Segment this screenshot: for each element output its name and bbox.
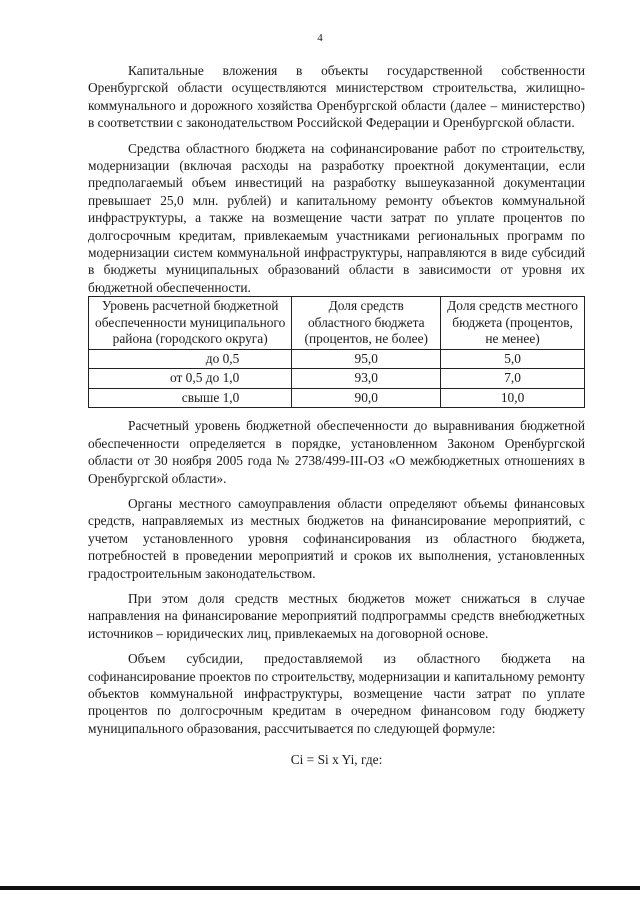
cell-local-share: 10,0: [441, 388, 585, 408]
cell-local-share: 7,0: [441, 369, 585, 389]
paragraph-subsidy-volume: Объем субсидии, предоставляемой из областного бюджета на софинансирование проектов по строительству, модернизации и капитальному ремонту объектов коммунальной инфраструктуры, возмещение части затрат по уплате процентов по долгосрочным кредитам в очередном финансовом году бюджету муниципального образования, рассчитывается по следующей формуле:: [88, 651, 585, 736]
cell-level: от 0,5 до 1,0: [89, 369, 292, 389]
paragraph-budget-level: Расчетный уровень бюджетной обеспеченности до выравнивания бюджетной обеспеченности определяется в порядке, установленном Законом Оренбургской области от 30 ноября 2005 года № 2738/499-III-ОЗ «О межбюджетных отношениях в Оренбургской области».: [88, 418, 585, 486]
paragraph-local-share-reduction: При этом доля средств местных бюджетов может снижаться в случае направления на финансирование мероприятий подпрограммы средств внебюджетных источников – юридических лиц, привлекаемых на договорной основе.: [88, 590, 585, 641]
cofinancing-rates-table: [88, 296, 585, 408]
cell-level: до 0,5: [89, 349, 292, 369]
table-row: [89, 388, 585, 408]
cell-regional-share: 95,0: [292, 349, 441, 369]
bottom-divider: [0, 886, 640, 890]
page-number: 4: [317, 32, 323, 44]
paragraph-local-authorities: Органы местного самоуправления области определяют объемы финансовых средств, направляемых из местных бюджетов на финансирование мероприятий, с учетом установленного уровня софинансирования из областного бюджета, потребностей в проведении мероприятий и сроков их выполнения, установленных градостроительным законодательством.: [88, 495, 585, 581]
table-row: [89, 369, 585, 389]
paragraph-budget-funds: Средства областного бюджета на софинансирование работ по строительству, модернизации (включая расходы на разработку проектной документации, если предполагаемый объем инвестиций на разработку вышеуказанной документации превышает 25,0 млн. рублей) и капитальному ремонту объектов коммунальной инфраструктуры, а также на возмещение части затрат по уплате процентов по долгосрочным кредитам, привлекаемым участниками региональных программ по модернизации систем коммунальной инфраструктуры, направляются в виде субсидий в бюджеты муниципальных образований области в зависимости от уровня их бюджетной обеспеченности.: [88, 140, 585, 295]
cell-local-share: 5,0: [441, 349, 585, 369]
table-row: [89, 349, 585, 369]
paragraph-capital-investments: Капитальные вложения в объекты государственной собственности Оренбургской области осуществляются министерством строительства, жилищно-коммунального и дорожного хозяйства Оренбургской области (далее – министерство) в соответствии с законодательством Российской Федерации и Оренбургской области.: [88, 63, 585, 131]
cell-regional-share: 90,0: [292, 388, 441, 408]
table-header-row: [89, 297, 585, 350]
cell-level: свыше 1,0: [89, 388, 292, 408]
header-budget-level: Уровень расчетной бюджетной обеспеченности муниципального района (городского округа): [89, 297, 292, 350]
cell-regional-share: 93,0: [292, 369, 441, 389]
header-local-share: Доля средств местного бюджета (процентов, не менее): [441, 297, 585, 350]
document-body: [88, 62, 585, 769]
subsidy-formula: Ci = Si x Yi, где:: [290, 752, 383, 768]
header-regional-share: Доля средств областного бюджета (процентов, не более): [292, 297, 441, 350]
